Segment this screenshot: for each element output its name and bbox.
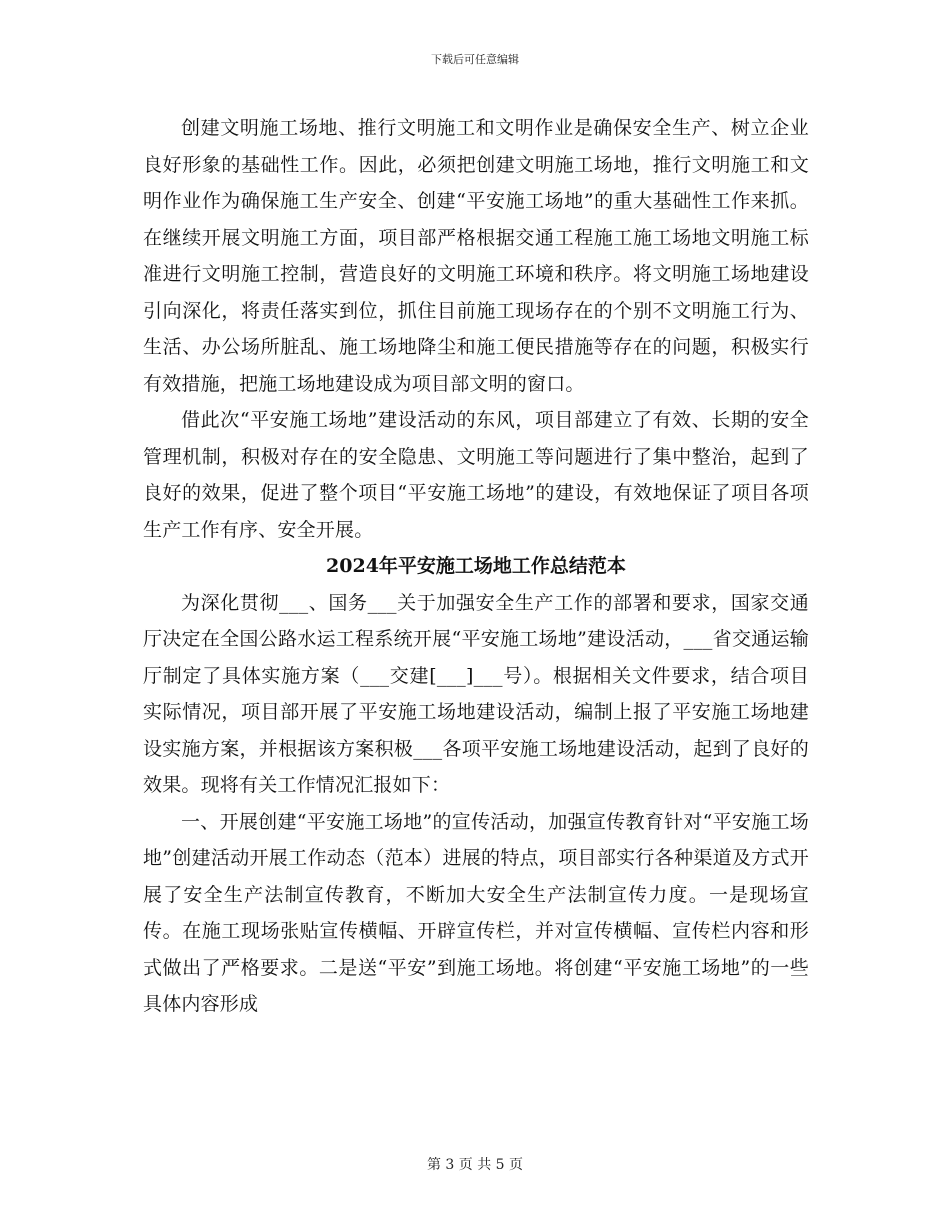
body-paragraph-3: 为深化贯彻___、国务___关于加强安全生产工作的部署和要求，国家交通厅决定在全国公路水运工程系统开展“平安施工场地”建设活动，___省交通运输厅制定了具体实施方案（___交建[___]___号）。根据相关文件要求，结合项目实际情况，项目部开展了平安施工场地建设活动，编制上报了平安施工场地建设实施方案，并根据该方案积极___各项平安施工场地建设活动，起到了良好的效果。现将有关工作情况汇报如下： bbox=[143, 591, 809, 796]
document-title: 2024年平安施工场地工作总结范本 bbox=[326, 555, 626, 577]
document-body bbox=[143, 110, 809, 1023]
body-paragraph-4: 一、开展创建“平安施工场地”的宣传活动，加强宣传教育针对“平安施工场地”创建活动开展工作动态（范本）进展的特点，项目部实行各种渠道及方式开展了安全生产法制宣传教育，不断加大安全生产法制宣传力度。一是现场宣传。在施工现场张贴宣传横幅、开辟宣传栏，并对宣传横幅、宣传栏内容和形式做出了严格要求。二是送“平安”到施工场地。将创建“平安施工场地”的一些具体内容形成 bbox=[143, 810, 809, 1015]
page-number-footer: 第 3 页 共 5 页 bbox=[426, 1157, 524, 1173]
body-paragraph-1: 创建文明施工场地、推行文明施工和文明作业是确保安全生产、树立企业良好形象的基础性工作。因此，必须把创建文明施工场地，推行文明施工和文明作业作为确保施工生产安全、创建“平安施工场地”的重大基础性工作来抓。在继续开展文明施工方面，项目部严格根据交通工程施工施工场地文明施工标准进行文明施工控制，营造良好的文明施工环境和秩序。将文明施工场地建设引向深化，将责任落实到位，抓住目前施工现场存在的个别不文明施工行为、生活、办公场所脏乱、施工场地降尘和施工便民措施等存在的问题，积极实行有效措施，把施工场地建设成为项目部文明的窗口。 bbox=[143, 117, 809, 395]
page-header-note: 下载后可任意编辑 bbox=[431, 53, 519, 66]
body-paragraph-2: 借此次“平安施工场地”建设活动的东风，项目部建立了有效、长期的安全管理机制，积极对存在的安全隐患、文明施工等问题进行了集中整治，起到了良好的效果，促进了整个项目“平安施工场地”的建设，有效地保证了项目各项生产工作有序、安全开展。 bbox=[143, 409, 809, 541]
